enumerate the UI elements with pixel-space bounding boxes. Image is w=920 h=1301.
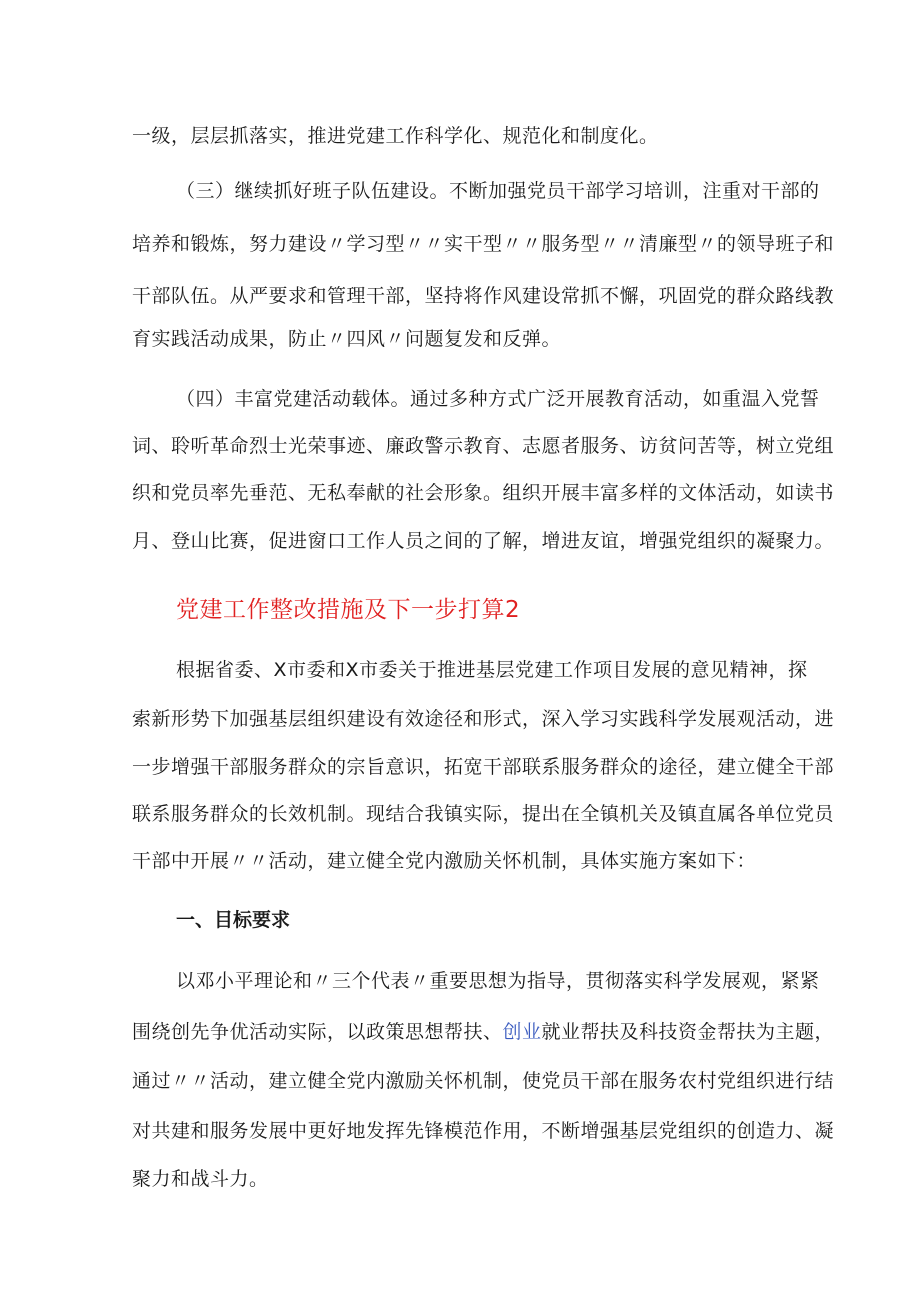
paragraph-5-line-2-text-before: 围绕创先争优活动实际，以政策思想帮扶、 bbox=[132, 1021, 503, 1043]
paragraph-5-line-3: 通过〃〃活动，建立健全党内激励关怀机制，使党员干部在服务农村党组织进行结 bbox=[132, 1070, 835, 1092]
paragraph-3-line-1: （四）丰富党建活动载体。通过多种方式广泛开展教育活动，如重温入党誓 bbox=[176, 388, 820, 410]
paragraph-4-line-3: 一步增强干部服务群众的宗旨意识，拓宽干部联系服务群众的途径，建立健全干部 bbox=[132, 756, 835, 778]
paragraph-3-line-3: 织和党员率先垂范、无私奉献的社会形象。组织开展丰富多样的文体活动，如读书 bbox=[132, 482, 835, 504]
paragraph-5-line-5: 聚力和战斗力。 bbox=[132, 1168, 269, 1190]
paragraph-1-line-1: 一级，层层抓落实，推进党建工作科学化、规范化和制度化。 bbox=[132, 125, 659, 147]
paragraph-3-line-4: 月、登山比赛，促进窗口工作人员之间的了解，增进友谊，增强党组织的凝聚力。 bbox=[132, 530, 835, 552]
document-title: 党建工作整改措施及下一步打算2 bbox=[176, 597, 521, 623]
paragraph-4-line-5: 干部中开展〃〃活动，建立健全党内激励关怀机制，具体实施方案如下： bbox=[132, 850, 757, 872]
paragraph-4-line-4: 联系服务群众的长效机制。现结合我镇实际，提出在全镇机关及镇直属各单位党员 bbox=[132, 803, 835, 825]
paragraph-5-line-4: 对共建和服务发展中更好地发挥先锋模范作用，不断增强基层党组织的创造力、凝 bbox=[132, 1120, 835, 1142]
paragraph-4-line-1: 根据省委、X市委和X市委关于推进基层党建工作项目发展的意见精神，探 bbox=[176, 659, 808, 681]
paragraph-3-line-2: 词、聆听革命烈士光荣事迹、廉政警示教育、志愿者服务、访贫问苦等，树立党组 bbox=[132, 435, 835, 457]
paragraph-2-line-2: 培养和锻炼，努力建设〃学习型〃〃实干型〃〃服务型〃〃清廉型〃的领导班子和 bbox=[132, 233, 835, 255]
paragraph-5-line-2-text-after: 就业帮扶及科技资金帮扶为主题， bbox=[541, 1021, 835, 1043]
paragraph-5-line-2 bbox=[132, 1018, 835, 1046]
chuangye-link[interactable]: 创业 bbox=[502, 1021, 542, 1043]
paragraph-2-line-4: 育实践活动成果，防止〃四风〃问题复发和反弹。 bbox=[132, 328, 562, 350]
section-heading: 一、目标要求 bbox=[176, 909, 291, 931]
paragraph-5-line-1: 以邓小平理论和〃三个代表〃重要思想为指导，贯彻落实科学发展观，紧紧 bbox=[176, 970, 820, 992]
paragraph-2-line-3: 干部队伍。从严要求和管理干部，坚持将作风建设常抓不懈，巩固党的群众路线教 bbox=[132, 285, 835, 307]
paragraph-2-line-1: （三）继续抓好班子队伍建设。不断加强党员干部学习培训，注重对干部的 bbox=[176, 180, 820, 202]
paragraph-4-line-2: 索新形势下加强基层组织建设有效途径和形式，深入学习实践科学发展观活动，进 bbox=[132, 708, 835, 730]
